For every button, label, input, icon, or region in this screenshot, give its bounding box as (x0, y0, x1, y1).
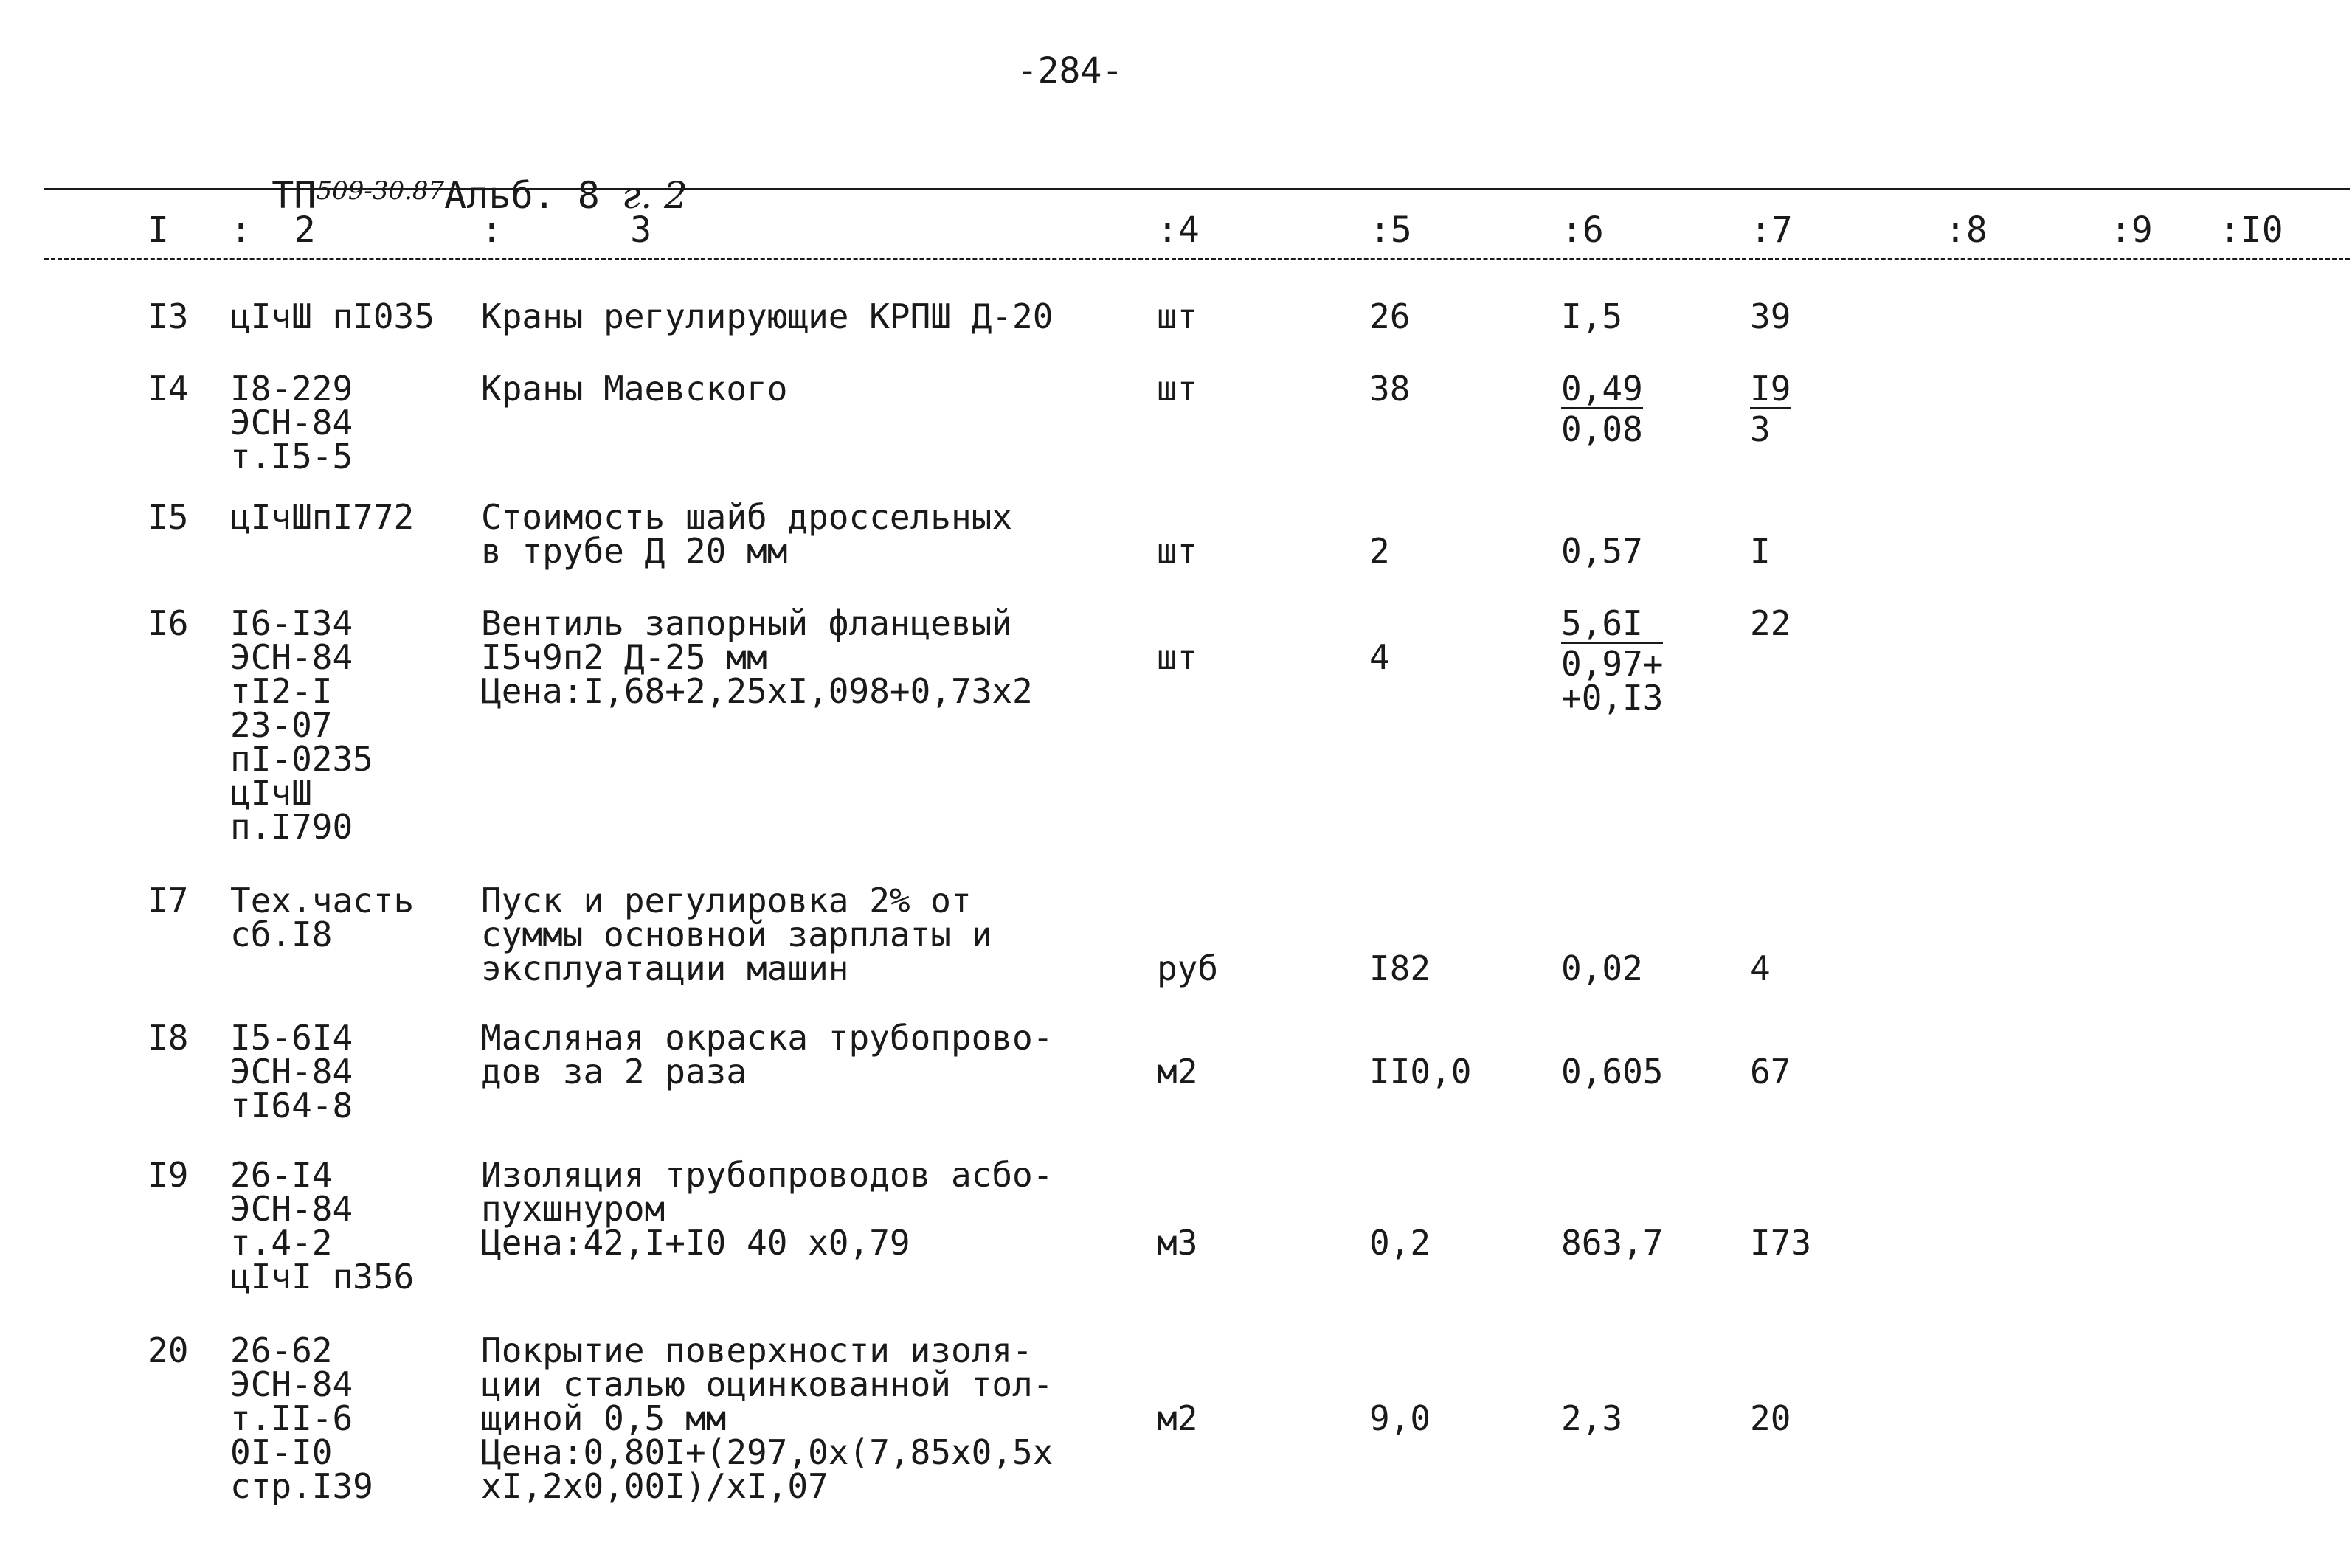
document-reference (227, 131, 688, 217)
column-header-8: :8 (1945, 209, 1988, 251)
unit: руб (1157, 948, 1219, 988)
quantity: 4 (1369, 637, 1390, 677)
table-top-rule (44, 188, 2350, 190)
fraction-numerator: 0,49 (1561, 369, 1643, 409)
fraction-extra: +0,I3 (1561, 678, 1664, 718)
column-header-5: :5 (1369, 209, 1412, 251)
total-cost: 20 (1750, 1398, 1791, 1438)
row-number: 20 (148, 1331, 189, 1370)
work-description: Масляная окраска трубопрово- дов за 2 раза (481, 1018, 1054, 1092)
unit-price (1561, 603, 1664, 718)
header-rule (44, 258, 2350, 260)
fraction-value (1750, 369, 1791, 449)
unit-price: 0,57 (1561, 531, 1643, 571)
column-header-10: :I0 (2219, 209, 2283, 251)
quantity: 0,2 (1369, 1223, 1431, 1263)
unit: шт (1157, 637, 1198, 677)
total-cost: I (1750, 531, 1771, 571)
norm-code: I6-I34 ЭСН-84 тI2-I 23-07 пI-0235 цIчШ п.I790 (230, 603, 373, 847)
norm-code: I8-229 ЭСН-84 т.I5-5 (230, 369, 353, 476)
row-number: I4 (148, 369, 189, 409)
work-description: Вентиль запорный фланцевый I5ч9п2 Д-25 мм Цена:I,68+2,25хI,098+0,73х2 (481, 603, 1033, 711)
unit-price: I,5 (1561, 296, 1623, 336)
row-number: I8 (148, 1018, 189, 1058)
unit-price: 0,02 (1561, 948, 1643, 988)
doc-album: Альб. 8 (444, 174, 600, 217)
quantity: 26 (1369, 296, 1411, 336)
total-cost: 39 (1750, 296, 1791, 336)
column-header-9: :9 (2110, 209, 2153, 251)
work-description: Изоляция трубопроводов асбо- пухшнуром Цена:42,I+I0 40 х0,79 (481, 1155, 1054, 1263)
fraction-denominator: 0,97+ (1561, 644, 1664, 684)
column-header-4: :4 (1157, 209, 1200, 251)
quantity: 38 (1369, 369, 1411, 409)
work-description: Краны Маевского (481, 369, 788, 409)
norm-code: 26-I4 ЭСН-84 т.4-2 цIчI п356 (230, 1155, 415, 1297)
unit: шт (1157, 369, 1198, 409)
total-cost: 67 (1750, 1052, 1791, 1092)
row-number: I3 (148, 296, 189, 336)
fraction-numerator: I9 (1750, 369, 1791, 409)
doc-prefix: ТП (271, 174, 317, 217)
quantity: II0,0 (1369, 1052, 1472, 1092)
fraction-numerator: 5,6I (1561, 606, 1663, 644)
unit: м2 (1157, 1052, 1198, 1092)
work-description: Стоимость шайб дроссельных в трубе Д 20 мм (481, 497, 1013, 571)
quantity: 2 (1369, 531, 1390, 571)
unit-price: 0,605 (1561, 1052, 1664, 1092)
fraction-denominator: 0,08 (1561, 409, 1643, 449)
page-number: -284- (1016, 50, 1124, 91)
norm-code: Тех.часть сб.I8 (230, 881, 415, 954)
total-cost: 22 (1750, 603, 1791, 643)
norm-code: 26-62 ЭСН-84 т.II-6 0I-I0 стр.I39 (230, 1331, 373, 1506)
row-number: I6 (148, 603, 189, 643)
unit: м2 (1157, 1398, 1198, 1438)
norm-code: цIчШпI772 (230, 497, 415, 537)
fraction-denominator: 3 (1750, 409, 1771, 449)
quantity: I82 (1369, 948, 1431, 988)
unit: шт (1157, 296, 1198, 336)
doc-code: 509-30.87 (316, 176, 445, 206)
fraction-value (1561, 369, 1643, 449)
column-header-1: I (148, 209, 169, 251)
total-cost: I73 (1750, 1223, 1812, 1263)
unit-price (1561, 369, 1643, 449)
total-cost (1750, 369, 1791, 449)
row-number: I7 (148, 881, 189, 920)
work-description: Краны регулирующие КРПШ Д-20 (481, 296, 1054, 336)
work-description: Пуск и регулировка 2% от суммы основной зарплаты и эксплуатации машин (481, 881, 992, 988)
row-number: I5 (148, 497, 189, 537)
total-cost: 4 (1750, 948, 1771, 988)
work-description: Покрытие поверхности изоля- ции сталью оцинкованной тол- щиной 0,5 мм Цена:0,80I+(297,0х(7,85х0,5х хI,2х0,00I)/хI,07 (481, 1331, 1054, 1506)
column-header-7: :7 (1750, 209, 1793, 251)
unit-price: 2,3 (1561, 1398, 1623, 1438)
row-number: I9 (148, 1155, 189, 1195)
norm-code: I5-6I4 ЭСН-84 тI64-8 (230, 1018, 353, 1125)
column-header-6: :6 (1561, 209, 1604, 251)
norm-code: цIчШ пI035 (230, 296, 435, 336)
column-header-3: : 3 (481, 209, 652, 251)
doc-part: г. 2 (621, 174, 688, 217)
quantity: 9,0 (1369, 1398, 1431, 1438)
unit: шт (1157, 531, 1198, 571)
unit: м3 (1157, 1223, 1198, 1263)
unit-price: 863,7 (1561, 1223, 1664, 1263)
fraction-value (1561, 603, 1664, 718)
column-header-2: : 2 (230, 209, 316, 251)
